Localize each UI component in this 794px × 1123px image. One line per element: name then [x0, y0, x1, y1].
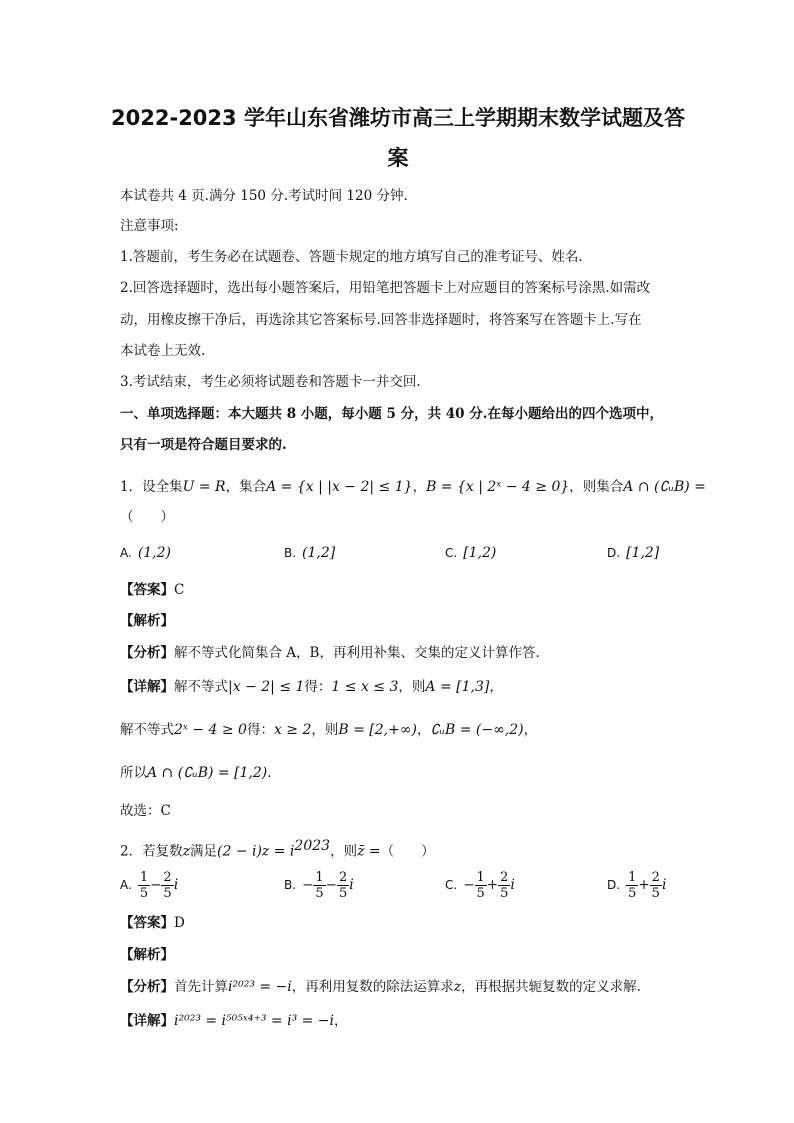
option-label: C.	[445, 878, 458, 892]
xiangjie-label: 【详解】	[120, 679, 174, 695]
text: 首先计算	[174, 979, 228, 995]
fraction	[313, 870, 325, 901]
q2-answer	[120, 913, 676, 933]
answer-value: C	[174, 582, 185, 598]
denominator: 5	[315, 886, 324, 901]
numerator: 1	[315, 870, 324, 885]
q1-xiangjie-3	[120, 763, 676, 783]
section-heading-cont: 只有一项是符合题目要求的.	[120, 437, 287, 453]
question-2-stem	[120, 836, 676, 862]
numerator: 2	[163, 870, 172, 885]
q1-xiangjie-1	[120, 677, 676, 697]
math-expr: B = [2,+∞)	[338, 722, 417, 738]
option-value: [1,2]	[626, 545, 660, 561]
math-expr: i²⁰²³ = i⁵⁰⁵ˣ⁴⁺³ = i³ = −i	[174, 1013, 335, 1029]
math-expr: ∁ᵤB = (−∞,2)	[430, 722, 524, 738]
analysis-label: 【解析】	[120, 613, 174, 629]
q1-text: ，	[412, 479, 427, 495]
q1-xiangjie-2	[120, 720, 676, 740]
q2-option-b	[284, 870, 354, 901]
q1-option-d	[607, 543, 659, 563]
numerator: 2	[500, 870, 509, 885]
imag-unit: i	[510, 877, 515, 893]
denominator: 5	[338, 886, 348, 901]
page-title: 2022-2023 学年山东省潍坊市高三上学期期末数学试题及答	[111, 106, 685, 130]
fenxi-label: 【分析】	[120, 979, 174, 995]
option-value: [1,2)	[463, 545, 497, 561]
q1-set-b: B = {x | 2ˣ − 4 ≥ 0}	[426, 479, 570, 495]
notice-heading: 注意事项:	[120, 218, 179, 234]
fraction	[475, 870, 487, 901]
fraction	[626, 870, 638, 901]
math-expr: 2ˣ − 4 ≥ 0	[174, 722, 247, 738]
q2-text: 满足	[189, 843, 217, 860]
option-label: D.	[607, 546, 621, 560]
operator: +	[638, 877, 650, 893]
notice-item-2-cont: 动，用橡皮擦干净后，再选涂其它答案标号.回答非选择题时，将答案写在答题卡上.写在	[120, 312, 642, 328]
q2-paren: （ ）	[380, 843, 435, 860]
notice-item-2: 2.回答选择题时，选出每小题答案后，用铅笔把答题卡上对应题目的答案标号涂黑.如需改	[120, 280, 651, 296]
sign: −	[463, 877, 475, 893]
q2-prefix: 2．若复数	[120, 843, 183, 860]
fraction	[138, 870, 150, 901]
q2-option-c	[445, 870, 515, 901]
q2-analysis-label	[120, 945, 676, 965]
text: .	[267, 765, 272, 781]
q2-option-a	[120, 870, 178, 901]
text: ，	[416, 722, 431, 738]
q2-text: ，则	[330, 843, 358, 860]
q1-conclusion: 故选：C	[120, 803, 171, 819]
fenxi-text: 解不等式化简集合 A，B，再利用补集、交集的定义计算作答.	[174, 645, 540, 661]
numerator: 1	[476, 870, 485, 885]
math-expr: x ≥ 2	[273, 722, 312, 738]
q2-fenxi	[120, 977, 676, 997]
fraction	[337, 870, 349, 901]
math-expr: A ∩ (∁ᵤB) = [1,2)	[147, 765, 268, 781]
answer-label: 【答案】	[120, 915, 174, 931]
numerator: 2	[651, 870, 660, 885]
question-1-stem	[120, 477, 706, 497]
text: ，	[489, 679, 503, 695]
fraction	[498, 870, 510, 901]
imag-unit: i	[173, 877, 179, 893]
operator: −	[150, 877, 162, 893]
q1-universal-set: U = R	[182, 479, 226, 495]
q2-exponent: 2023	[294, 838, 331, 854]
option-value: (1,2)	[137, 545, 172, 561]
imag-unit: i	[661, 877, 667, 893]
q2-xiangjie	[120, 1011, 676, 1031]
section-heading: 一、单项选择题：本大题共 8 小题，每小题 5 分，共 40 分.在每小题给出的四个选项中，	[120, 406, 663, 422]
fraction	[161, 870, 173, 901]
text: ，	[523, 722, 538, 738]
notice-item-2-cont2: 本试卷上无效.	[120, 343, 206, 359]
q2-equation: (2 − i)z = i	[216, 843, 295, 860]
numerator: 1	[139, 870, 149, 885]
fraction	[650, 870, 662, 901]
answer-value: D	[174, 915, 185, 931]
text: ，	[334, 1013, 348, 1029]
q1-fenxi	[120, 643, 676, 663]
text: 得：	[246, 722, 274, 738]
q1-option-a	[120, 543, 171, 563]
denominator: 5	[651, 886, 660, 901]
option-value: (1,2]	[302, 545, 336, 561]
denominator: 5	[139, 886, 149, 901]
denominator: 5	[628, 886, 637, 901]
text: 得：	[304, 679, 332, 695]
text: ，则	[398, 679, 426, 695]
q1-text: ，集合	[225, 479, 267, 495]
text: ，则	[311, 722, 339, 738]
q2-option-d	[607, 870, 666, 901]
page-title-continued: 案	[387, 146, 409, 170]
option-label: A.	[120, 878, 132, 892]
text: 所以	[120, 765, 147, 781]
q1-answer	[120, 580, 676, 600]
analysis-label: 【解析】	[120, 947, 174, 963]
math-expr: 1 ≤ x ≤ 3	[331, 679, 399, 695]
q1-set-a: A = {x | |x − 2| ≤ 1}	[266, 479, 413, 495]
denominator: 5	[476, 886, 485, 901]
q1-option-b	[284, 543, 335, 563]
q1-answer-paren: （ ）	[120, 509, 174, 525]
numerator: 2	[338, 870, 348, 885]
exam-intro: 本试卷共 4 页.满分 150 分.考试时间 120 分钟.	[120, 188, 408, 204]
math-expr: i²⁰²³ = −i	[228, 979, 292, 995]
denominator: 5	[500, 886, 509, 901]
text: 解不等式	[120, 722, 174, 738]
math-expr: A = [1,3]	[425, 679, 490, 695]
operator: −	[325, 877, 337, 893]
operator: +	[486, 877, 499, 893]
option-label: A.	[120, 546, 132, 560]
option-label: B.	[284, 546, 297, 560]
option-label: D.	[607, 878, 621, 892]
math-expr: |x − 2| ≤ 1	[228, 679, 305, 695]
sign: −	[302, 877, 314, 893]
xiangjie-label: 【详解】	[120, 1013, 174, 1029]
numerator: 1	[628, 870, 637, 885]
denominator: 5	[163, 886, 172, 901]
text: 解不等式	[174, 679, 228, 695]
notice-item-3: 3.考试结束，考生必须将试题卷和答题卡一并交回.	[120, 374, 421, 390]
notice-item-1: 1.答题前，考生务必在试题卷、答题卡规定的地方填写自己的准考证号、姓名.	[120, 249, 583, 265]
q2-variable: z	[182, 843, 190, 860]
option-label: B.	[284, 878, 297, 892]
q1-text: ，则集合	[569, 479, 624, 495]
q1-target-set: A ∩ (∁ᵤB) =	[623, 479, 706, 495]
text: ，再利用复数的除法运算求	[291, 979, 454, 995]
math-expr: z	[453, 979, 462, 995]
q1-option-c	[445, 543, 496, 563]
answer-label: 【答案】	[120, 582, 174, 598]
option-label: C.	[445, 546, 458, 560]
q1-analysis-label	[120, 611, 676, 631]
imag-unit: i	[349, 877, 354, 893]
text: ，再根据共轭复数的定义求解.	[461, 979, 641, 995]
q1-prefix: 1．设全集	[120, 479, 183, 495]
fenxi-label: 【分析】	[120, 645, 174, 661]
q2-conjugate: z̄ =	[357, 843, 381, 860]
